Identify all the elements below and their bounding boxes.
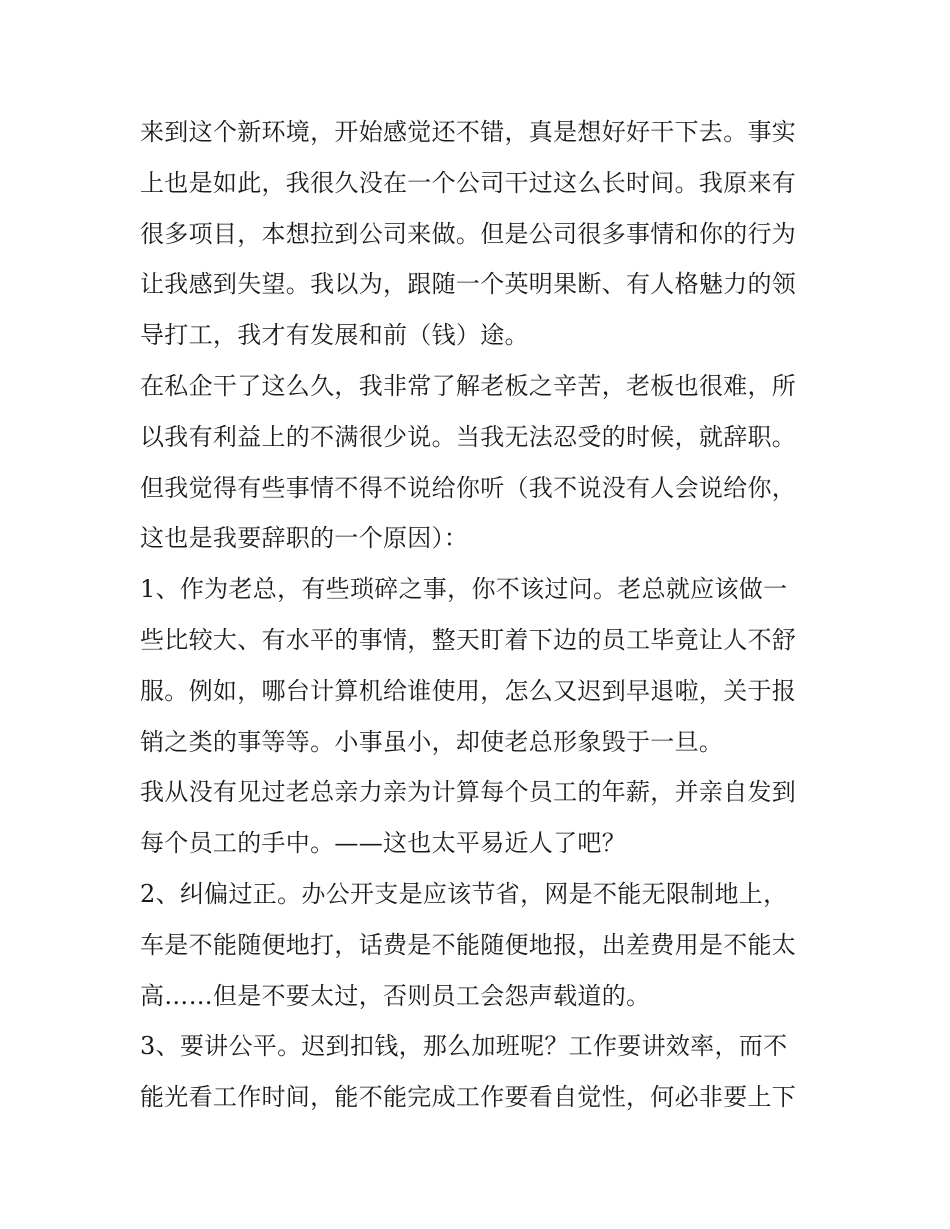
text-line: 来到这个新环境，开始感觉还不错，真是想好好干下去。事实 [140, 118, 797, 146]
text-line: 1、作为老总，有些琐碎之事，你不该过问。老总就应该做一 [140, 575, 788, 604]
text-line: 3、要讲公平。迟到扣钱，那么加班呢？工作要讲效率，而不 [140, 1032, 788, 1061]
text-line: 些比较大、有水平的事情，整天盯着下边的员工毕竟让人不舒 [140, 625, 797, 654]
text-line: 我从没有见过老总亲力亲为计算每个员工的年薪，并亲自发到 [140, 778, 797, 807]
text-line: 以我有利益上的不满很少说。当我无法忍受的时候，就辞职。 [140, 422, 797, 451]
text-line: 车是不能随便地打，话费是不能随便地报，出差费用是不能太 [140, 930, 797, 959]
body-text [140, 107, 820, 1123]
text-line: 每个员工的手中。——这也太平易近人了吧？ [140, 829, 626, 858]
text-line: 服。例如，哪台计算机给谁使用，怎么又迟到早退啦，关于报 [140, 676, 797, 705]
text-line: 上也是如此，我很久没在一个公司干过这么长时间。我原来有 [140, 168, 797, 197]
text-line: 但我觉得有些事情不得不说给你听（我不说没有人会说给你， [140, 473, 797, 502]
text-line: 让我感到失望。我以为，跟随一个英明果断、有人格魅力的领 [140, 270, 797, 299]
text-line: 这也是我要辞职的一个原因）： [140, 524, 469, 553]
text-line: 导打工，我才有发展和前（钱）途。 [140, 321, 529, 350]
text-line: 能光看工作时间，能不能完成工作要看自觉性，何必非要上下 [140, 1083, 797, 1112]
text-line: 在私企干了这么久，我非常了解老板之辛苦，老板也很难，所 [140, 371, 797, 400]
text-line: 很多项目，本想拉到公司来做。但是公司很多事情和你的行为 [140, 219, 797, 248]
text-line: 2、纠偏过正。办公开支是应该节省，网是不能无限制地上， [140, 879, 788, 908]
text-line: 销之类的事等等。小事虽小，却使老总形象毁于一旦。 [140, 727, 724, 756]
text-line: 高……但是不要太过，否则员工会怨声载道的。 [140, 981, 651, 1010]
